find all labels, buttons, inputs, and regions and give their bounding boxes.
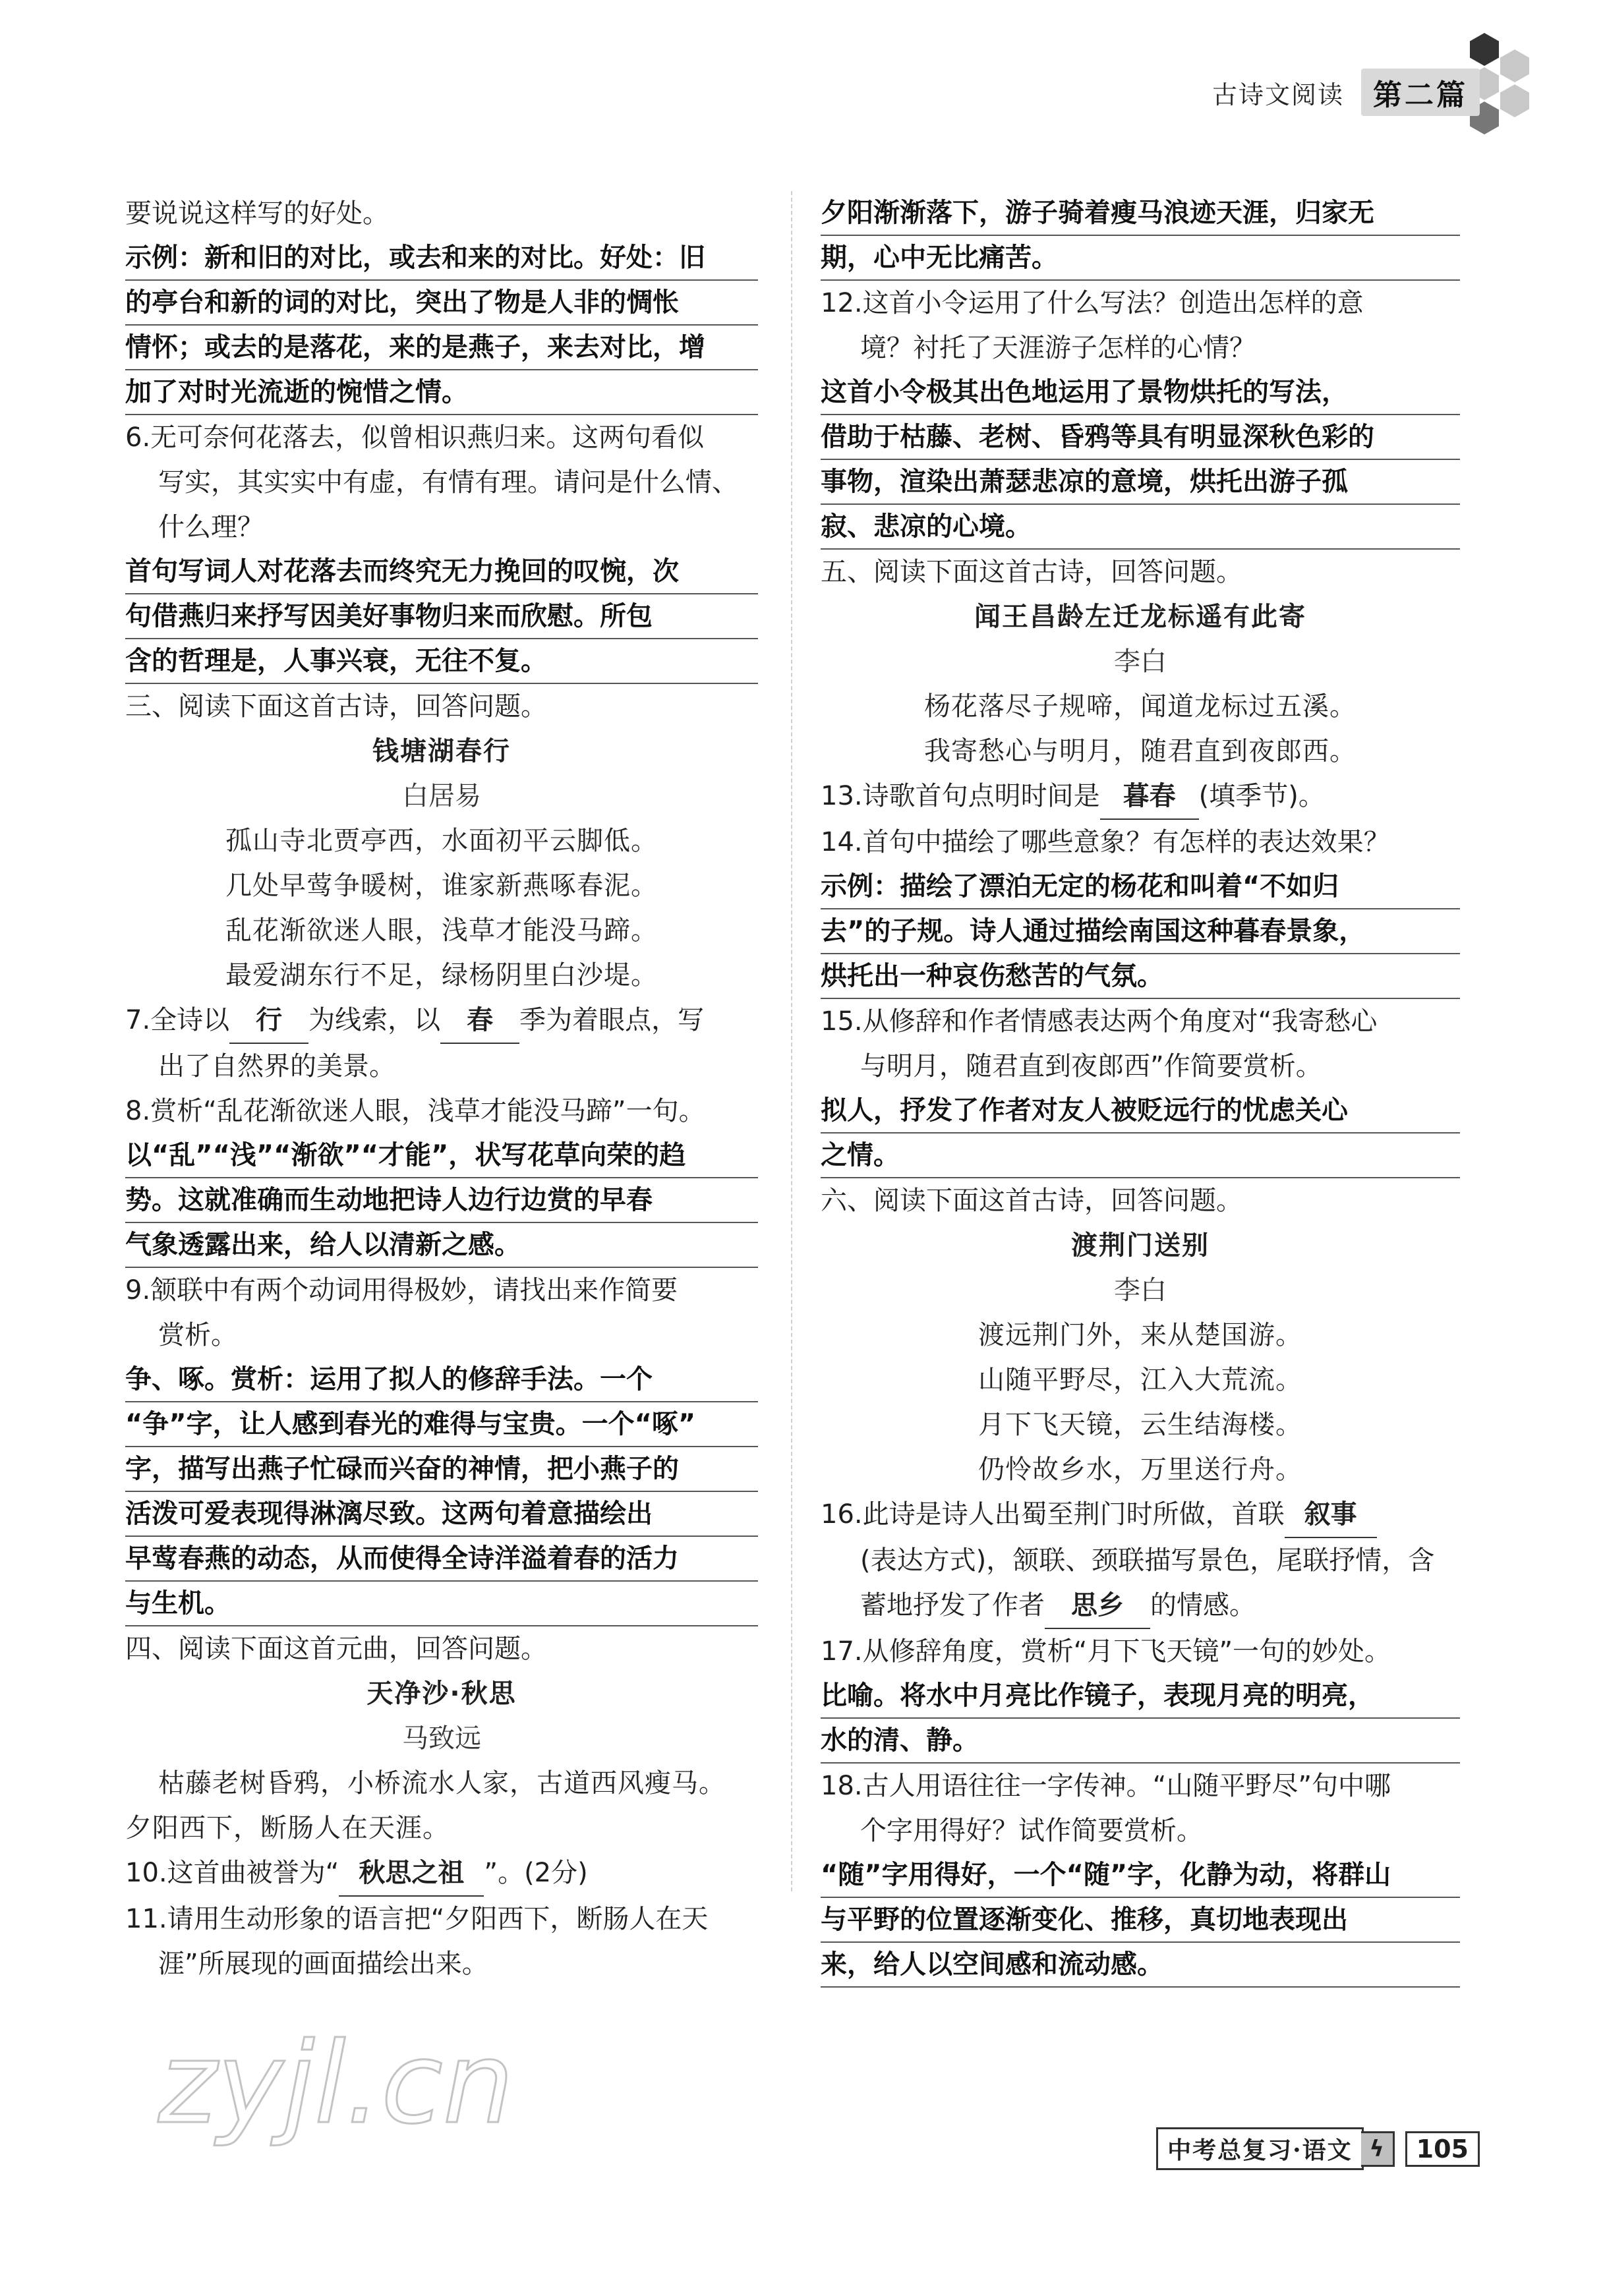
column-divider (791, 191, 792, 1891)
poem-title: 渡荆门送别 (1071, 1230, 1210, 1261)
answer-line: 活泼可爱表现得淋漓尽致。这两句着意描绘出 (125, 1492, 758, 1537)
poem-author: 李白 (1114, 646, 1167, 677)
poem-title: 钱塘湖春行 (372, 736, 511, 766)
section-heading: 四、阅读下面这首元曲，回答问题。 (125, 1634, 547, 1664)
answer-line: 去”的子规。诗人通过描绘南国这种暮春景象， (821, 909, 1460, 954)
question-line: 什么理？ (158, 512, 264, 542)
question-text: 蓄地抒发了作者 (860, 1590, 1045, 1621)
question-line: 赏析。 (158, 1320, 237, 1350)
question-line: 6.无可奈何花落去，似曾相识燕归来。这两句看似 (125, 422, 705, 453)
hex-icon (1470, 33, 1499, 66)
question-line: 11.请用生动形象的语言把“夕阳西下，断肠人在天 (125, 1904, 709, 1934)
answer-line: “随”字用得好，一个“随”字，化静为动，将群山 (821, 1853, 1460, 1898)
page-header (1212, 66, 1480, 119)
question-line: (表达方式)，颔联、颈联描写景色，尾联抒情，含 (860, 1545, 1435, 1576)
question-line: 15.从修辞和作者情感表达两个角度对“我寄愁心 (821, 1006, 1378, 1037)
answer-line: 示例：新和旧的对比，或去和来的对比。好处：旧 (125, 236, 758, 281)
poem-line: 杨花落尽子规啼，闻道龙标过五溪。 (924, 691, 1357, 722)
answer-blank: 秋思之祖 (339, 1851, 484, 1897)
question-7 (125, 998, 758, 1044)
answer-line: 夕阳渐渐落下，游子骑着瘦马浪迹天涯，归家无 (821, 191, 1460, 236)
answer-6 (125, 550, 758, 684)
chapter-badge: 第二篇 (1361, 69, 1480, 116)
watermark-text: zyjl.cn (158, 2019, 514, 2149)
question-line: 境？衬托了天涯游子怎样的心情？ (860, 333, 1256, 363)
question-18 (821, 1764, 1460, 1853)
answer-9 (125, 1358, 758, 1626)
watermark-logo (152, 1990, 626, 2188)
right-column (821, 191, 1460, 1988)
answer-line: 比喻。将水中月亮比作镜子，表现月亮的明亮， (821, 1674, 1460, 1719)
poem-line: 渡远荆门外，来从楚国游。 (978, 1320, 1302, 1350)
answer-line: 来，给人以空间感和流动感。 (821, 1943, 1460, 1988)
answer-line: 含的哲理是，人事兴衰，无往不复。 (125, 639, 758, 684)
question-text: 的情感。 (1150, 1590, 1256, 1621)
answer-8 (125, 1134, 758, 1268)
answer-18 (821, 1853, 1460, 1988)
answer-line: 以“乱”“浅”“渐欲”“才能”，状写花草向荣的趋 (125, 1134, 758, 1178)
question-line: 18.古人用语往往一字传神。“山随平野尽”句中哪 (821, 1771, 1391, 1801)
poem-author: 白居易 (402, 781, 481, 811)
lightning-icon: ϟ (1361, 2131, 1395, 2167)
answer-line: 首句写词人对花落去而终究无力挽回的叹惋，次 (125, 550, 758, 594)
answer-line: 的亭台和新的词的对比，突出了物是人非的惆怅 (125, 281, 758, 326)
answer-line: 这首小令极其出色地运用了景物烘托的写法， (821, 370, 1460, 415)
left-column (125, 191, 758, 1986)
answer-line: 字，描写出燕子忙碌而兴奋的神情，把小燕子的 (125, 1447, 758, 1492)
answer-11 (821, 191, 1460, 281)
question-line: 写实，其实实中有虚，有情有理。请问是什么情、 (158, 467, 738, 498)
section-title: 古诗文阅读 (1211, 80, 1344, 109)
poem-line: 我寄愁心与明月，随君直到夜郎西。 (924, 736, 1357, 766)
question-line: 涯”所展现的画面描绘出来。 (158, 1949, 488, 1979)
book-title: 中考总复习·语文 (1156, 2127, 1364, 2170)
answer-line: 势。这就准确而生动地把诗人边行边赏的早春 (125, 1178, 758, 1223)
section-heading: 五、阅读下面这首古诗，回答问题。 (821, 557, 1242, 587)
question-line: 个字用得好？试作简要赏析。 (860, 1816, 1203, 1846)
poem-line: 山随平野尽，江入大荒流。 (978, 1365, 1302, 1395)
poem-line: 几处早莺争暖树，谁家新燕啄春泥。 (225, 871, 658, 901)
question-6 (125, 415, 758, 550)
question-15 (821, 999, 1460, 1089)
question-line: 12.这首小令运用了什么写法？创造出怎样的意 (821, 288, 1364, 318)
answer-line: “争”字，让人感到春光的难得与宝贵。一个“啄” (125, 1402, 758, 1447)
answer-blank: 思乡 (1045, 1583, 1150, 1629)
answer-line: 加了对时光流逝的惋惜之情。 (125, 370, 758, 415)
question-11 (125, 1897, 758, 1986)
poem-line: 乱花渐欲迷人眼，浅草才能没马蹄。 (225, 915, 658, 946)
answer-line: 句借燕归来抒写因美好事物归来而欣慰。所包 (125, 594, 758, 639)
answer-line: 早莺春燕的动态，从而使得全诗洋溢着春的活力 (125, 1537, 758, 1582)
answer-line: 情怀；或去的是落花，来的是燕子，来去对比，增 (125, 326, 758, 370)
question-text: 16.此诗是诗人出蜀至荆门时所做，首联 (821, 1499, 1285, 1530)
poem-line: 孤山寺北贾亭西，水面初平云脚低。 (225, 826, 658, 856)
page-number: 105 (1405, 2131, 1480, 2167)
answer-line: 气象透露出来，给人以清新之感。 (125, 1223, 758, 1268)
poem-title: 天净沙·秋思 (366, 1679, 517, 1709)
page-footer (1156, 2127, 1480, 2170)
question-8: 8.赏析“乱花渐欲迷人眼，浅草才能没马蹄”一句。 (125, 1096, 705, 1126)
answer-line: 与平野的位置逐渐变化、推移，真切地表现出 (821, 1898, 1460, 1943)
question-12 (821, 281, 1460, 370)
answer-line: 之情。 (821, 1134, 1460, 1178)
poem-line: 夕阳西下，断肠人在天涯。 (125, 1813, 450, 1843)
question-17: 17.从修辞角度，赏析“月下飞天镜”一句的妙处。 (821, 1636, 1391, 1667)
answer-blank: 春 (440, 998, 519, 1044)
answer-line: 烘托出一种哀伤愁苦的气氛。 (821, 954, 1460, 999)
answer-line: 示例：描绘了漂泊无定的杨花和叫着“不如归 (821, 865, 1460, 909)
hex-icon (1500, 84, 1529, 117)
question-16 (821, 1492, 1460, 1538)
answer-blank: 行 (229, 998, 308, 1044)
question-14: 14.首句中描绘了哪些意象？有怎样的表达效果？ (821, 827, 1390, 857)
answer-line: 期，心中无比痛苦。 (821, 236, 1460, 281)
question-text: 10.这首曲被誉为“ (125, 1858, 339, 1888)
poem-line: 最爱湖东行不足，绿杨阴里白沙堤。 (225, 960, 658, 990)
answer-15 (821, 1089, 1460, 1178)
answer-line: 借助于枯藤、老树、昏鸦等具有明显深秋色彩的 (821, 415, 1460, 460)
question-9 (125, 1268, 758, 1358)
question-text: 为线索，以 (308, 1005, 441, 1035)
section-heading: 六、阅读下面这首古诗，回答问题。 (821, 1186, 1242, 1216)
poem-line: 月下飞天镜，云生结海楼。 (978, 1410, 1302, 1440)
question-13 (821, 774, 1460, 820)
question-line: 9.颔联中有两个动词用得极妙，请找出来作简要 (125, 1275, 678, 1306)
answer-line: 水的清、静。 (821, 1719, 1460, 1764)
answer-blank: 叙事 (1285, 1492, 1377, 1538)
answer-line: 事物，渲染出萧瑟悲凉的意境，烘托出游子孤 (821, 460, 1460, 505)
answer-12 (821, 370, 1460, 550)
answer-line: 争、啄。赏析：运用了拟人的修辞手法。一个 (125, 1358, 758, 1402)
question-text: 季为着眼点，写 (519, 1005, 705, 1035)
poem-line: 枯藤老树昏鸦，小桥流水人家，古道西风瘦马。 (158, 1768, 726, 1798)
poem-author: 李白 (1114, 1275, 1167, 1306)
text-line: 要说说这样写的好处。 (125, 198, 389, 229)
hex-icon (1500, 49, 1529, 82)
section-heading: 三、阅读下面这首古诗，回答问题。 (125, 691, 547, 722)
answer-line: 寂、悲凉的心境。 (821, 505, 1460, 550)
question-text: ”。(2分) (484, 1858, 588, 1888)
poem-line: 仍怜故乡水，万里送行舟。 (978, 1454, 1302, 1485)
answer-blank: 暮春 (1100, 774, 1199, 820)
answer-17 (821, 1674, 1460, 1764)
answer-5 (125, 236, 758, 415)
answer-line: 与生机。 (125, 1582, 758, 1626)
answer-line: 拟人，抒发了作者对友人被贬远行的忧虑关心 (821, 1089, 1460, 1134)
question-line: 出了自然界的美景。 (158, 1051, 395, 1081)
question-text: (填季节)。 (1198, 781, 1325, 811)
question-text: 13.诗歌首句点明时间是 (821, 781, 1100, 811)
poem-author: 马致远 (402, 1723, 481, 1754)
question-text: 7.全诗以 (125, 1005, 230, 1035)
question-16-cont (821, 1583, 1460, 1629)
poem-title: 闻王昌龄左迁龙标遥有此寄 (974, 602, 1306, 632)
question-10 (125, 1851, 758, 1897)
question-line: 与明月，随君直到夜郎西”作简要赏析。 (860, 1051, 1322, 1081)
answer-14 (821, 865, 1460, 999)
